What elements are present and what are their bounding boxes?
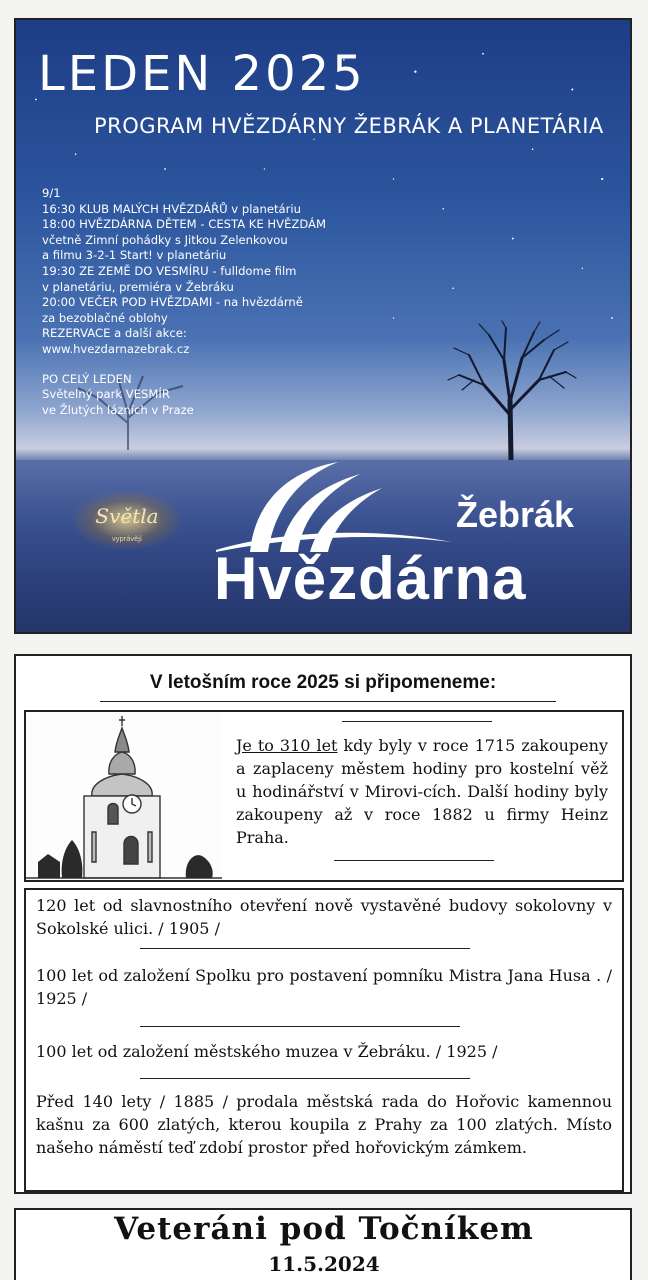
separator-line [140, 1078, 470, 1079]
veterani-date: 11.5.2024 [268, 1252, 380, 1276]
veterani-title: Veteráni pod Točníkem [114, 1211, 534, 1247]
clock-anniversary-body: kdy byly v roce 1715 zakoupeny a zaplaceny městem hodiny pro kostelní věž u hodinářství v Mirovi-cích. Další hodiny byly zakoupeny až v roce 1882 u firmy Heinz Praha. [236, 736, 608, 847]
program-line: 18:00 HVĚZDÁRNA DĚTEM - CESTA KE HVĚZDÁM [42, 217, 326, 232]
heading-underline [100, 701, 556, 702]
separator-line [334, 860, 494, 861]
separator-line [140, 948, 470, 949]
program-line: 16:30 KLUB MALÝCH HVĚZDÁŘŮ v planetáriu [42, 201, 302, 216]
svetla-logo-title: Světla [95, 504, 159, 528]
anniversary-item-sokolovna: 120 let od slavnostního otevření nově vystavěné budovy sokolovny v Sokolské ulici. / 1905 / [36, 896, 612, 938]
logo-observatory-name: Hvězdárna [214, 545, 527, 612]
logo-town-name: Žebrák [456, 494, 575, 535]
poster-title: LEDEN 2025 [38, 46, 366, 102]
all-month-line: Světelný park VESMÍR [42, 387, 170, 402]
program-link[interactable]: www.hvezdarnazebrak.cz [42, 341, 190, 356]
program-line: REZERVACE a další akce: [42, 326, 187, 341]
poster [14, 18, 632, 634]
program-line: a filmu 3-2-1 Start! v planetáriu [42, 248, 227, 263]
svetla-logo-subtitle: vyprávějí [111, 534, 142, 543]
program-line: 20:00 VEČER POD HVĚZDAMI - na hvězdárně [42, 295, 303, 310]
clock-anniversary-text [236, 734, 608, 849]
separator-line [342, 721, 492, 722]
anniversary-item-hus-monument: 100 let od založení Spolku pro postavení pomníku Mistra Jana Husa . / 1925 / [36, 966, 612, 1008]
anniversary-item-fountain: Před 140 lety / 1885 / prodala městská rada do Hořovic kamennou kašnu za 600 zlatých, kterou koupila z Prahy za 100 zlatých. Místo našeho náměstí teď zdobí prostor před hořovickým zámkem. [36, 1092, 612, 1157]
church-tower-illustration [26, 712, 222, 880]
program-list [42, 186, 402, 418]
poster-subtitle: PROGRAM HVĚZDÁRNY ŽEBRÁK A PLANETÁRIA [94, 114, 604, 138]
svetla-vypraveji-logo [72, 490, 182, 550]
separator-line [140, 1026, 460, 1027]
program-line: včetně Zimní pohádky s Jitkou Zelenkovou [42, 232, 288, 247]
program-line: 19:30 ZE ZEMĚ DO VESMÍRU - fulldome film [42, 263, 297, 278]
clock-anniversary-lead: Je to 310 let [236, 736, 338, 755]
all-month-line: PO CELÝ LEDEN [42, 371, 132, 386]
anniversaries-heading: V letošním roce 2025 si připomeneme: [149, 672, 497, 693]
all-month-line: ve Žlutých lázních v Praze [42, 402, 194, 417]
program-line: za bezoblačné oblohy [42, 310, 168, 325]
tree-right-icon [444, 320, 578, 460]
program-line: 9/1 [42, 186, 61, 200]
program-line: v planetáriu, premiéra v Žebráku [42, 279, 234, 294]
anniversary-item-museum: 100 let od založení městského muzea v Žebráku. / 1925 / [36, 1042, 498, 1061]
